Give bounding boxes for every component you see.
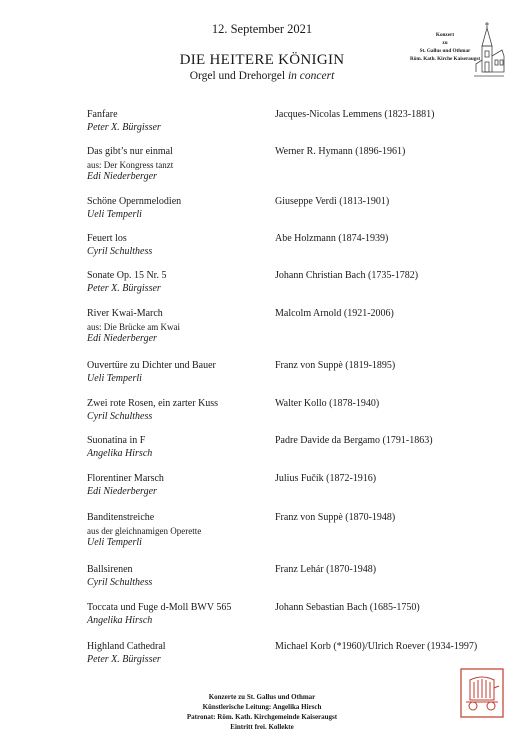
composer: Giuseppe Verdi (1813-1901): [275, 196, 390, 207]
arranger: Ueli Temperli: [87, 537, 142, 548]
barrel-organ-logo-icon: [460, 668, 504, 718]
arranger: Peter X. Bürgisser: [87, 282, 161, 294]
arranger: Angelika Hirsch: [87, 447, 153, 459]
arranger: Peter X. Bürgisser: [87, 121, 161, 133]
piece-title: Fanfare: [87, 109, 118, 120]
composer: Padre Davide da Bergamo (1791-1863): [275, 435, 433, 446]
concert-title: DIE HEITERE KÖNIGIN: [179, 52, 345, 68]
arranger: Edi Niederberger: [87, 485, 157, 497]
composer: Walter Kollo (1878-1940): [275, 398, 380, 409]
piece-title: Suonatina in F: [87, 435, 146, 446]
footer-line: Künstlerische Leitung: Angelika Hirsch: [202, 703, 322, 711]
arranger: Cyril Schulthess: [87, 245, 153, 257]
footer-line: Eintritt frei. Kollekte: [230, 723, 294, 731]
composer: Julius Fučík (1872-1916): [275, 473, 377, 484]
composer: Johann Christian Bach (1735-1782): [275, 270, 419, 281]
arranger: Ueli Temperli: [87, 372, 142, 384]
piece-title: River Kwai-March: [87, 308, 163, 319]
subtitle-italic: in concert: [287, 70, 335, 82]
piece-title: Toccata und Fuge d-Moll BWV 565: [87, 602, 232, 613]
piece-title: Das gibt’s nur einmal: [87, 146, 173, 157]
piece-title: Schöne Opernmelodien: [87, 196, 182, 207]
venue-line: zu: [442, 40, 448, 47]
piece-title: Ballsirenen: [87, 564, 133, 575]
arranger: Edi Niederberger: [87, 171, 157, 182]
arranger: Angelika Hirsch: [87, 614, 153, 626]
composer: Abe Holzmann (1874-1939): [275, 233, 389, 244]
piece-source: aus der gleichnamigen Operette: [87, 525, 202, 536]
piece-source: aus: Der Kongress tanzt: [87, 159, 174, 170]
composer: Michael Korb (*1960)/Ulrich Roever (1934-1997): [275, 641, 478, 652]
composer: Johann Sebastian Bach (1685-1750): [275, 602, 420, 613]
composer: Jacques-Nicolas Lemmens (1823-1881): [275, 109, 435, 120]
venue-line: St. Gallus und Othmar: [419, 48, 471, 55]
venue-line: Konzert: [435, 32, 455, 38]
footer: [0, 692, 524, 732]
arranger: Ueli Temperli: [87, 208, 142, 220]
arranger: Edi Niederberger: [87, 333, 157, 344]
piece-title: Sonate Op. 15 Nr. 5: [87, 270, 167, 281]
piece-title: Florentiner Marsch: [87, 473, 164, 484]
arranger: Cyril Schulthess: [87, 576, 153, 588]
composer: Franz von Suppè (1870-1948): [275, 512, 396, 523]
piece-title: Banditenstreiche: [87, 512, 155, 523]
concert-date: 12. September 2021: [211, 22, 313, 36]
composer: Franz von Suppè (1819-1895): [275, 360, 396, 371]
piece-source: aus: Die Brücke am Kwai: [87, 321, 180, 332]
venue-header: [410, 31, 480, 63]
arranger: Cyril Schulthess: [87, 410, 153, 422]
composer: Werner R. Hymann (1896-1961): [275, 146, 406, 157]
composer: Franz Lehár (1870-1948): [275, 564, 377, 575]
church-sketch-icon: [472, 20, 506, 82]
piece-title: Highland Cathedral: [87, 641, 166, 652]
piece-title: Feuert los: [87, 233, 127, 244]
arranger: Peter X. Bürgisser: [87, 653, 161, 665]
venue-line: Röm. Kath. Kirche Kaiseraugst: [410, 56, 481, 63]
concert-subtitle: [0, 70, 524, 82]
footer-line: Konzerte zu St. Gallus und Othmar: [208, 693, 316, 701]
footer-line: Patronat: Röm. Kath. Kirchgemeinde Kaiseraugst: [186, 713, 338, 721]
piece-title: Ouvertüre zu Dichter und Bauer: [87, 360, 216, 371]
composer: Malcolm Arnold (1921-2006): [275, 308, 394, 319]
subtitle-main: Orgel und Drehorgel: [189, 70, 286, 82]
piece-title: Zwei rote Rosen, ein zarter Kuss: [87, 398, 219, 409]
